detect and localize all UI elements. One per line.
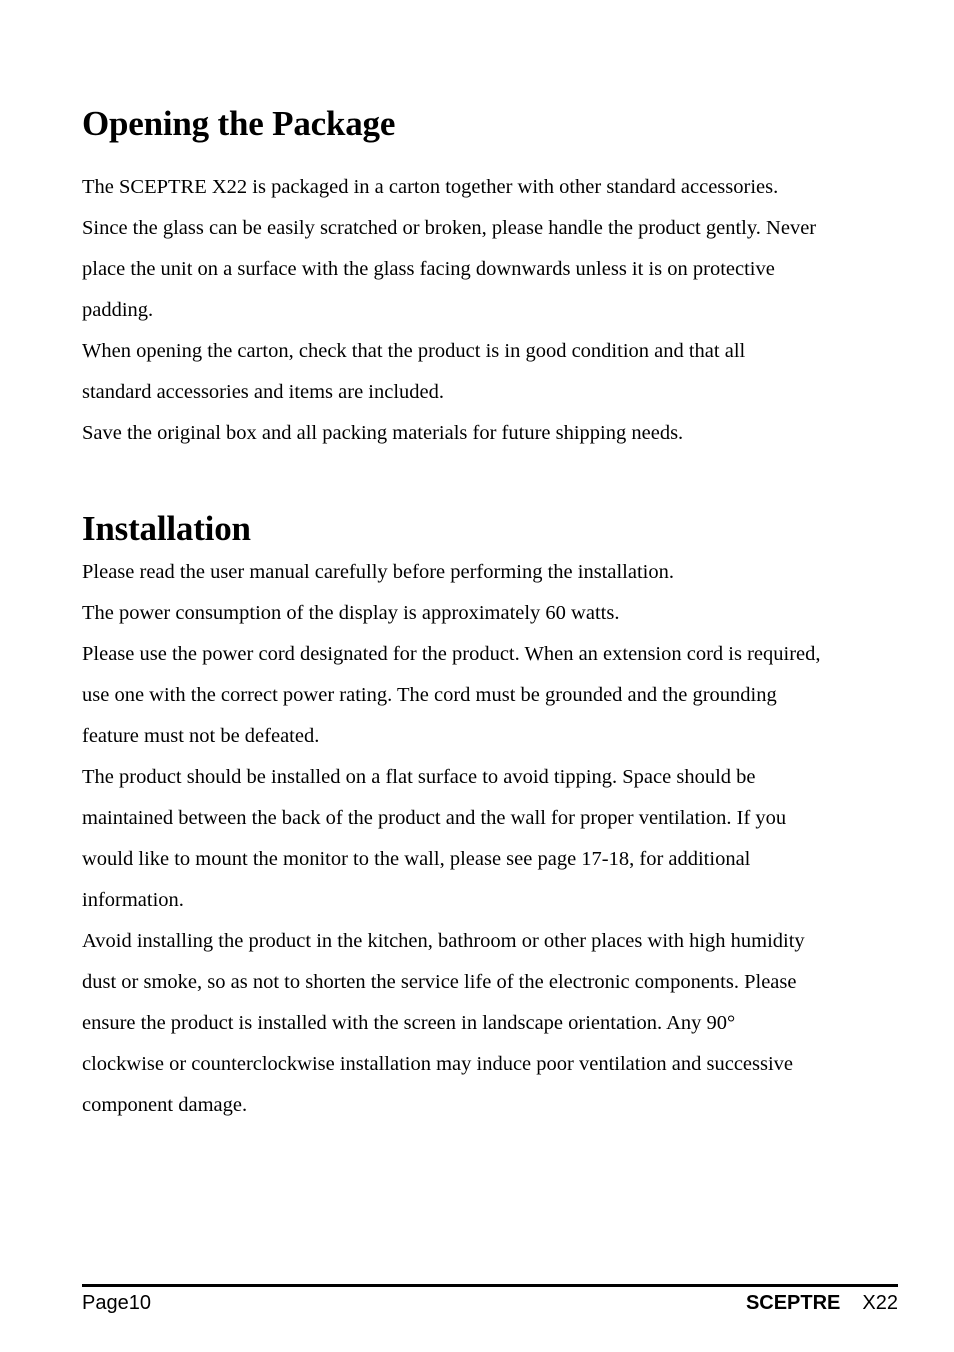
footer-brand <box>746 1292 898 1315</box>
text-line: use one with the correct power rating. The cord must be grounded and the grounding <box>82 684 777 706</box>
text-line: clockwise or counterclockwise installation may induce poor ventilation and successive <box>82 1053 794 1075</box>
text-line: Please read the user manual carefully before performing the installation. <box>82 561 674 583</box>
heading-opening-the-package: Opening the Package <box>82 104 396 143</box>
text-line: The power consumption of the display is approximately 60 watts. <box>82 602 620 624</box>
text-line: place the unit on a surface with the glass facing downwards unless it is on protective <box>82 258 775 280</box>
text-line: maintained between the back of the product and the wall for proper ventilation. If you <box>82 807 787 829</box>
page-number: Page10 <box>82 1292 151 1314</box>
heading-installation: Installation <box>82 509 251 548</box>
text-line: Please use the power cord designated for the product. When an extension cord is required, <box>82 643 821 665</box>
text-line: Avoid installing the product in the kitchen, bathroom or other places with high humidity <box>82 930 805 952</box>
text-line: Since the glass can be easily scratched or broken, please handle the product gently. Never <box>82 217 817 239</box>
text-line: padding. <box>82 299 154 321</box>
page-footer <box>82 1284 898 1323</box>
text-line: The product should be installed on a flat surface to avoid tipping. Space should be <box>82 766 756 788</box>
model-name: X22 <box>862 1292 898 1314</box>
section-opening-the-package <box>82 102 908 454</box>
text-line: feature must not be defeated. <box>82 725 320 747</box>
text-line: standard accessories and items are included. <box>82 381 445 403</box>
installation-body <box>82 552 908 1126</box>
text-line: The SCEPTRE X22 is packaged in a carton together with other standard accessories. <box>82 176 779 198</box>
text-line: component damage. <box>82 1094 248 1116</box>
text-line: information. <box>82 889 184 911</box>
text-line: dust or smoke, so as not to shorten the service life of the electronic components. Please <box>82 971 797 993</box>
section-installation <box>82 507 908 1126</box>
brand-name: SCEPTRE <box>745 1292 841 1314</box>
text-line: When opening the carton, check that the product is in good condition and that all <box>82 340 746 362</box>
text-line: ensure the product is installed with the screen in landscape orientation. Any 90° <box>82 1012 736 1034</box>
opening-body <box>82 167 908 454</box>
text-line: Save the original box and all packing materials for future shipping needs. <box>82 422 684 444</box>
text-line: would like to mount the monitor to the wall, please see page 17-18, for additional <box>82 848 751 870</box>
